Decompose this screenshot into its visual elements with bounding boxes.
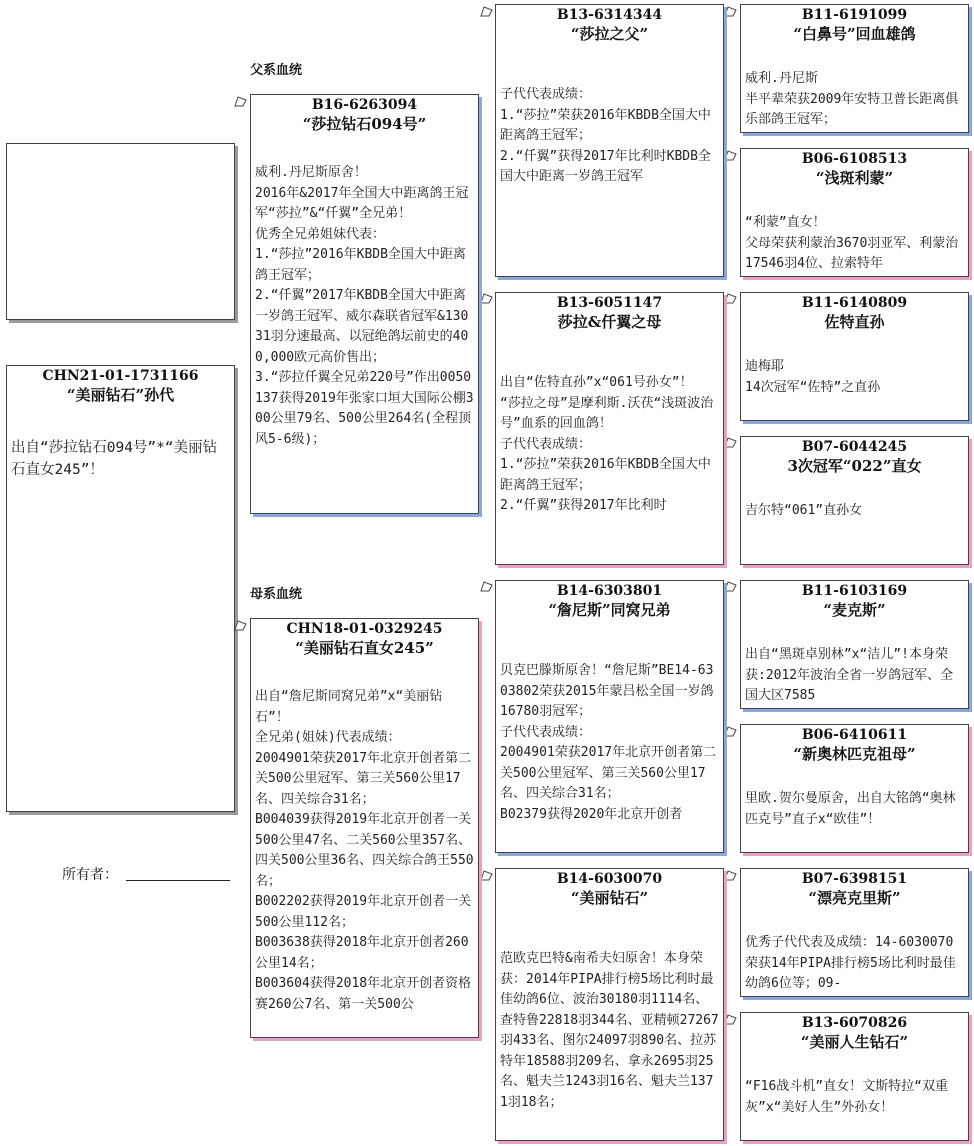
great-grandparent-id: B11-6140809 bbox=[801, 295, 908, 311]
grandparent-name: “詹尼斯”同窝兄弟 bbox=[548, 601, 671, 619]
tab-icon bbox=[234, 620, 247, 631]
tab-icon bbox=[724, 6, 737, 17]
great-grandparent-card[interactable] bbox=[740, 580, 969, 709]
great-grandparent-id: B11-6191099 bbox=[801, 7, 908, 23]
great-grandparent-name: “麦克斯” bbox=[823, 601, 886, 619]
great-grandparent-id: B07-6044245 bbox=[801, 439, 908, 455]
grandparent-name: 莎拉&仟翼之母 bbox=[557, 313, 662, 331]
great-grandparent-name: “美丽人生钻石” bbox=[800, 1033, 909, 1051]
great-grandparent-text: “利蒙”直女！ 父母荣获利蒙治3670羽亚军、利蒙治17546羽4位、拉索特年 bbox=[745, 215, 959, 271]
owner-label: 所有者： bbox=[62, 867, 118, 883]
grandparent-text: 出自“佐特直孙”x“061号孙女”！ “莎拉之母”是摩利斯.沃茯“浅斑波治号”血系的回血鸽！ 子代代表成绩： 1.“莎拉”荣获2016年KBDB全国大中距离鸽王冠军； 2.“仟翼”获得2017年比利时 bbox=[500, 375, 714, 513]
great-grandparent-name: “浅斑利蒙” bbox=[815, 169, 894, 187]
great-grandparent-name: 佐特直孙 bbox=[824, 313, 885, 331]
tab-icon bbox=[480, 6, 493, 17]
subject-id: CHN21-01-1731166 bbox=[42, 368, 199, 384]
great-grandparent-card[interactable] bbox=[740, 868, 969, 997]
tab-icon bbox=[234, 96, 247, 107]
grandparent-card[interactable] bbox=[495, 4, 724, 277]
great-grandparent-name: “漂亮克里斯” bbox=[808, 889, 901, 907]
paternal-label: 父系血统 bbox=[250, 63, 303, 78]
grandparent-name: “莎拉之父” bbox=[570, 25, 649, 43]
owner-field[interactable] bbox=[126, 880, 230, 881]
great-grandparent-text: 威利.丹尼斯 半平辈荣获2009年安特卫普长距离俱乐部鸽王冠军； bbox=[745, 71, 959, 127]
photo-placeholder bbox=[6, 143, 235, 320]
great-grandparent-text: 里欧.贺尔曼原舍，出自大铭鸽“奥林匹克号”直子x“欧佳”！ bbox=[745, 791, 956, 827]
great-grandparent-card[interactable] bbox=[740, 724, 969, 853]
grandparent-card[interactable] bbox=[495, 580, 724, 853]
dam-name: “美丽钻石直女245” bbox=[295, 639, 434, 657]
maternal-label: 母系血统 bbox=[250, 587, 303, 602]
grandparent-card[interactable] bbox=[495, 868, 724, 1141]
great-grandparent-card[interactable] bbox=[740, 436, 969, 565]
tab-icon bbox=[480, 581, 493, 592]
sire-card[interactable] bbox=[250, 94, 479, 514]
sire-name: “莎拉钻石094号” bbox=[302, 115, 427, 133]
grandparent-id: B13-6051147 bbox=[556, 295, 663, 311]
great-grandparent-name: “白鼻号”回血雄鸽 bbox=[793, 25, 916, 43]
tab-icon bbox=[724, 293, 737, 304]
sire-id: B16-6263094 bbox=[311, 97, 418, 113]
subject-text: 出自“莎拉钻石094号”*“美丽钻石直女245”！ bbox=[11, 440, 218, 478]
great-grandparent-id: B11-6103169 bbox=[801, 583, 908, 599]
grandparent-text: 贝克巴滕斯原舍！“詹尼斯”BE14-6303802荣获2015年蒙吕松全国一岁鸽16780羽冠军； 子代代表成绩： 2004901荣获2017年北京开创者第二关500公里冠军、第三关560公里17名、四关综合31名； B02379获得2020年北京开创者 bbox=[500, 663, 717, 822]
great-grandparent-id: B13-6070826 bbox=[801, 1015, 908, 1031]
great-grandparent-text: 优秀子代代表及成绩：14-6030070荣获14年PIPA排行榜5场比利时最佳幼鸽6位等；09- bbox=[745, 935, 956, 991]
great-grandparent-card[interactable] bbox=[740, 1012, 969, 1141]
grandparent-text: 子代代表成绩： 1.“莎拉”荣获2016年KBDB全国大中距离鸽王冠军； 2.“仟翼”获得2017年比利时KBDB全国大中距离一岁鸽王冠军 bbox=[500, 87, 711, 184]
tab-icon bbox=[480, 870, 493, 881]
subject-card[interactable] bbox=[6, 365, 235, 812]
great-grandparent-name: “新奥林匹克祖母” bbox=[793, 745, 916, 763]
tab-icon bbox=[724, 870, 737, 881]
great-grandparent-id: B06-6410611 bbox=[801, 727, 908, 743]
tab-icon bbox=[480, 293, 493, 304]
subject-header bbox=[7, 367, 234, 405]
dam-text: 出自“詹尼斯同窝兄弟”x“美丽钻石”！ 全兄弟(姐妹)代表成绩： 2004901荣获2017年北京开创者第二关500公里冠军、第三关560公里17名、四关综合31名； B004039获得2019年北京开创者一关500公里47名、二关560公里357名、四关500公里36名、四关综合鸽王550名； B002202获得2019年北京开创者一关500公里112名； B003638获得2018年北京开创者260公里14名； B003604获得2018年北京开创者资格赛260公7名、第一关500公 bbox=[255, 689, 474, 1012]
great-grandparent-text: 出自“黑斑卓别林”x“洁儿”!本身荣获:2012年波治全省一岁鸽冠军、全国大区7585 bbox=[745, 647, 954, 703]
grandparent-id: B13-6314344 bbox=[556, 7, 663, 23]
subject-name: “美丽钻石”孙代 bbox=[66, 386, 175, 404]
tab-icon bbox=[724, 1014, 737, 1025]
great-grandparent-card[interactable] bbox=[740, 148, 969, 277]
grandparent-card[interactable] bbox=[495, 292, 724, 565]
great-grandparent-text: “F16战斗机”直女！文斯特拉“双重灰”x“美好人生”外孙女！ bbox=[745, 1079, 948, 1115]
tab-icon bbox=[724, 150, 737, 161]
great-grandparent-name: 3次冠军“022”直女 bbox=[787, 457, 922, 475]
grandparent-id: B14-6030070 bbox=[556, 871, 663, 887]
dam-id: CHN18-01-0329245 bbox=[286, 621, 443, 637]
great-grandparent-id: B06-6108513 bbox=[801, 151, 908, 167]
great-grandparent-text: 迪梅耶 14次冠军“佐特”之直孙 bbox=[745, 359, 881, 395]
grandparent-id: B14-6303801 bbox=[556, 583, 663, 599]
tab-icon bbox=[724, 581, 737, 592]
sire-text: 威利.丹尼斯原舍！ 2016年&2017年全国大中距离鸽王冠军“莎拉”&“仟翼”全兄弟！ 优秀全兄弟姐妹代表： 1.“莎拉”2016年KBDB全国大中距离鸽王冠军； 2.“仟翼”2017年KBDB全国大中距离一岁鸽王冠军、威尔森联省冠军&13031羽分速最高、以冠绝鸽坛前史的400,000欧元高价售出； 3.“莎拉仟翼全兄弟220号”作出0050137获得2019年张家口垣大国际公棚300公里79名、500公里264名(全程顶风5-6级)； bbox=[255, 165, 474, 447]
great-grandparent-text: 吉尔特“061”直孙女 bbox=[745, 503, 863, 518]
tab-icon bbox=[724, 437, 737, 448]
grandparent-name: “美丽钻石” bbox=[570, 889, 649, 907]
tab-icon bbox=[724, 726, 737, 737]
great-grandparent-card[interactable] bbox=[740, 4, 969, 133]
dam-card[interactable] bbox=[250, 618, 479, 1038]
grandparent-text: 范欧克巴特&南希夫妇原舍！本身荣获：2014年PIPA排行榜5场比利时最佳幼鸽6位、波治30180羽1114名、查特鲁22818羽344名、亚精顿27267羽433名、图尔24097羽890名、拉苏特年18588羽209名、拿永2695羽25名、魁夫兰1243羽16名、魁夫兰1371羽18名； bbox=[500, 951, 719, 1110]
great-grandparent-card[interactable] bbox=[740, 292, 969, 421]
great-grandparent-id: B07-6398151 bbox=[801, 871, 908, 887]
